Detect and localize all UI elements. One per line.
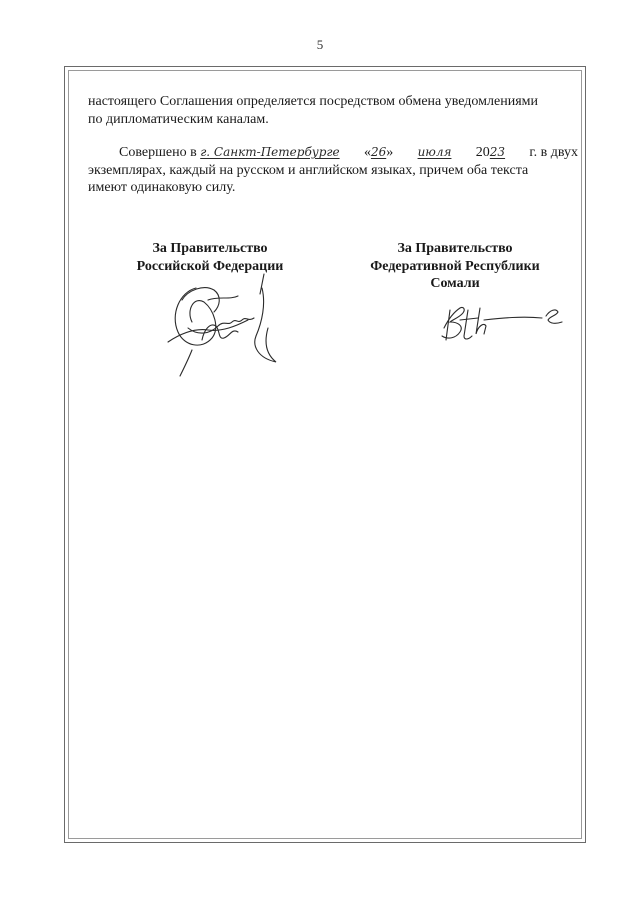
paragraph-done-at (88, 144, 578, 197)
signatory-line: За Правительство (152, 241, 268, 256)
signature-russia (158, 270, 288, 380)
page-number: 5 (316, 37, 324, 52)
paragraph-notification (88, 93, 578, 128)
year-suffix: г. в двух (529, 145, 578, 160)
signatory-line: Сомали (430, 276, 480, 291)
paragraph-line: имеют одинаковую силу. (88, 180, 236, 195)
done-in-label: Совершено в (119, 145, 197, 160)
signatory-line: Российской Федерации (136, 258, 284, 274)
day-handwritten: 26 (370, 145, 387, 159)
quote-close: » (386, 145, 394, 160)
signature-somalia (438, 300, 568, 346)
signatory-line: Федеративной Республики (370, 258, 540, 274)
city-handwritten: г. Санкт-Петербурге (200, 145, 340, 159)
paragraph-line: настоящего Соглашения определяется посредством обмена уведомлениями (88, 94, 539, 109)
quote-open: « (363, 145, 371, 160)
year-prefix: 20 (475, 145, 490, 160)
signatory-line: За Правительство (397, 241, 513, 256)
signatory-somalia (355, 240, 555, 293)
paragraph-line: по дипломатическим каналам. (88, 111, 269, 127)
done-at-line (88, 144, 578, 162)
year-handwritten: 23 (489, 145, 506, 159)
month-handwritten: июля (417, 145, 452, 159)
paragraph-line: экземплярах, каждый на русском и английском языках, причем оба текста (88, 162, 529, 178)
